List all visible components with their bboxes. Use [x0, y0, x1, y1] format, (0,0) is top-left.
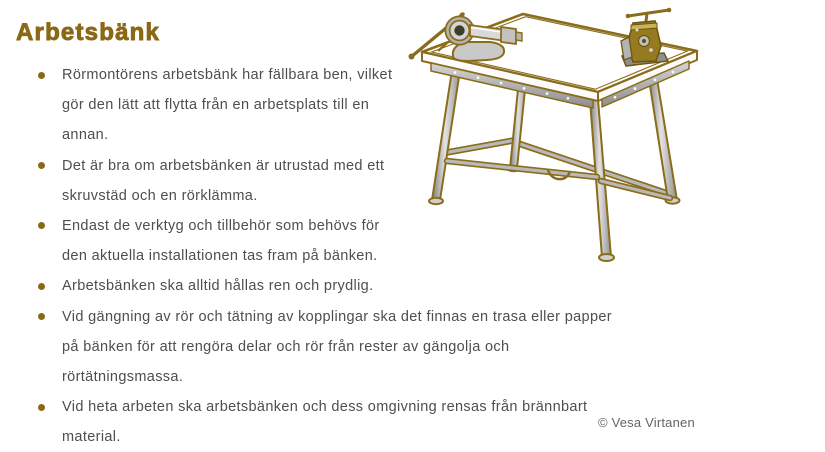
- page-title: Arbetsbänk: [16, 19, 161, 46]
- bullet-item: [38, 302, 822, 393]
- bullet-line: på bänken för att rengöra delar och rör från rester av gängolja och: [62, 338, 510, 355]
- bullet-dot-icon: [38, 222, 45, 229]
- bullet-line: rörtätningsmassa.: [62, 368, 184, 385]
- bullet-line: Vid gängning av rör och tätning av kopplingar ska det finnas en trasa eller papper: [62, 308, 612, 325]
- workbench-illustration: [400, 0, 710, 275]
- bullet-line: gör den lätt att flytta från en arbetsplats till en: [62, 97, 370, 114]
- bullet-dot-icon: [38, 313, 45, 320]
- copyright-text: © Vesa Virtanen: [598, 415, 695, 430]
- bullet-line: Rörmontörens arbetsbänk har fällbara ben, vilket: [62, 67, 393, 84]
- bullet-line: material.: [62, 429, 121, 446]
- pipe-vise: [621, 8, 671, 66]
- bullet-dot-icon: [38, 283, 45, 290]
- bullet-item: [38, 392, 822, 452]
- bullet-item: [38, 271, 822, 301]
- bullet-dot-icon: [38, 72, 45, 79]
- bullet-dot-icon: [38, 162, 45, 169]
- bullet-line: Endast de verktyg och tillbehör som behövs för: [62, 218, 380, 235]
- bullet-line: skruvstäd och en rörklämma.: [62, 187, 258, 204]
- bullet-line: Vid heta arbeten ska arbetsbänken och dess omgivning rensas från brännbart: [62, 399, 588, 416]
- cross-braces-front: [447, 161, 670, 198]
- bullet-line: annan.: [62, 127, 109, 144]
- bullet-dot-icon: [38, 404, 45, 411]
- bullet-line: Arbetsbänken ska alltid hållas ren och prydlig.: [62, 278, 374, 295]
- bullet-line: den aktuella installationen tas fram på bänken.: [62, 248, 378, 265]
- bullet-line: Det är bra om arbetsbänken är utrustad med ett: [62, 157, 385, 174]
